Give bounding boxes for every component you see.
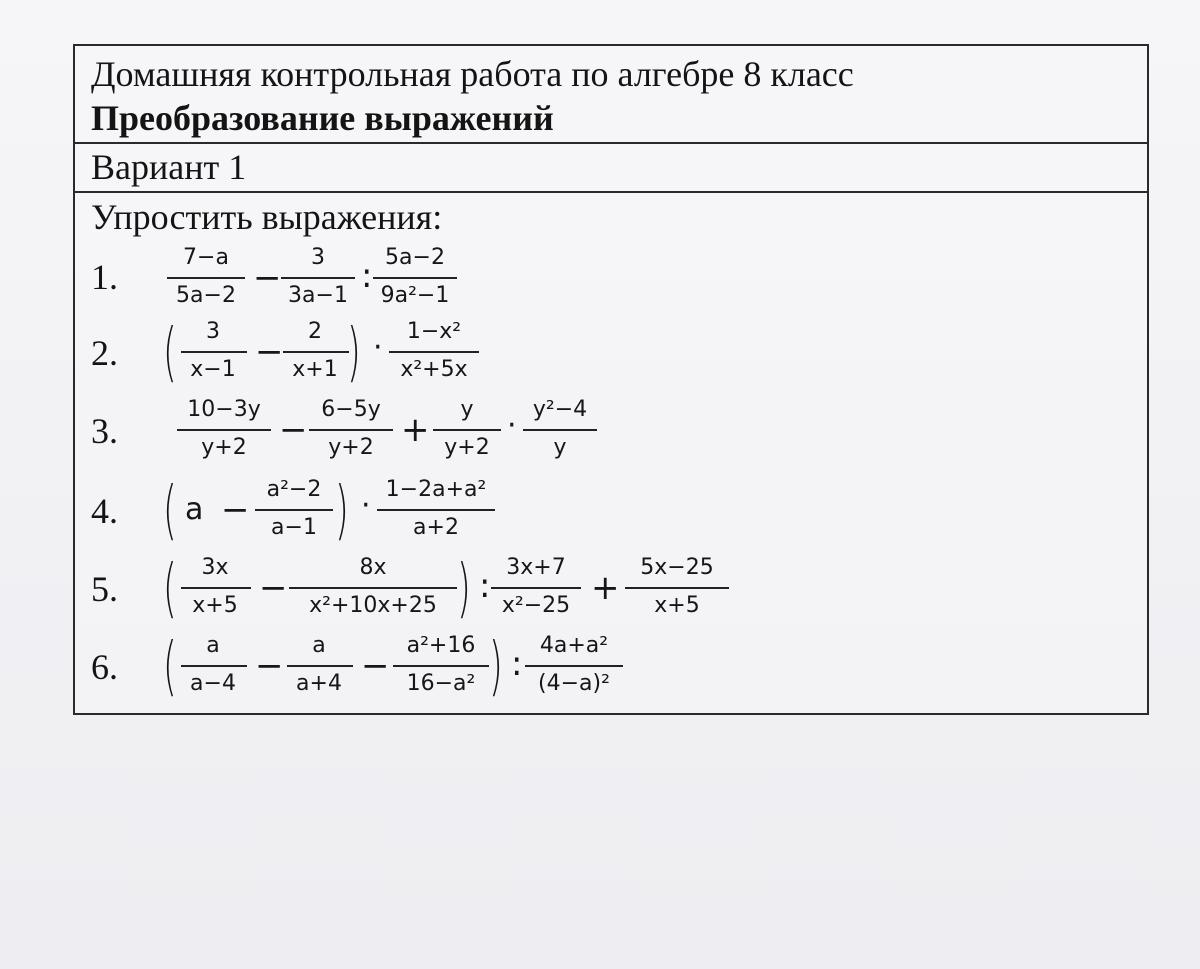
numerator: 1−2a+a² xyxy=(385,477,487,502)
operator-minus: − xyxy=(361,646,390,686)
denominator: x²+5x xyxy=(400,357,468,382)
numerator: 3x xyxy=(201,555,229,580)
header-cell xyxy=(75,46,1147,144)
fraction-bar xyxy=(177,429,271,431)
fraction-bar xyxy=(255,509,333,511)
close-paren: ) xyxy=(457,552,471,626)
fraction-bar xyxy=(283,351,349,353)
open-paren: ( xyxy=(163,552,177,626)
fraction-bar xyxy=(523,429,597,431)
close-paren: ) xyxy=(335,474,349,548)
denominator: y xyxy=(553,435,567,460)
fraction-bar xyxy=(181,587,251,589)
operator-multiply: · xyxy=(361,488,371,523)
numerator: 3x+7 xyxy=(506,555,566,580)
fraction-bar xyxy=(389,351,479,353)
operator-multiply: · xyxy=(373,330,383,365)
numerator: 10−3y xyxy=(187,397,261,422)
denominator: y+2 xyxy=(201,435,247,460)
task-number: 6. xyxy=(91,647,118,687)
fraction-bar xyxy=(309,429,393,431)
close-paren: ) xyxy=(347,316,361,390)
denominator: a−1 xyxy=(271,515,317,540)
denominator: 16−a² xyxy=(406,671,476,696)
numerator: y xyxy=(460,397,474,422)
numerator: 7−a xyxy=(183,245,229,270)
fraction-bar xyxy=(289,587,457,589)
numerator: 2 xyxy=(308,319,322,344)
numerator: a²−2 xyxy=(266,477,322,502)
fraction-bar xyxy=(181,351,247,353)
fraction-bar xyxy=(181,665,247,667)
fraction-bar xyxy=(491,587,581,589)
open-paren: ( xyxy=(163,630,177,704)
operator-divide: : xyxy=(479,566,491,606)
denominator: 9a²−1 xyxy=(380,283,450,308)
denominator: x²+10x+25 xyxy=(309,593,437,618)
fraction-bar xyxy=(287,665,353,667)
worksheet-table xyxy=(73,44,1149,715)
variable-term: a xyxy=(185,492,204,527)
numerator: 3 xyxy=(206,319,220,344)
denominator: (4−a)² xyxy=(538,671,610,696)
denominator: y+2 xyxy=(444,435,490,460)
numerator: 8x xyxy=(359,555,387,580)
fraction-bar xyxy=(281,277,355,279)
denominator: a−4 xyxy=(190,671,236,696)
operator-minus: − xyxy=(279,410,308,450)
operator-minus: − xyxy=(253,258,282,298)
denominator: x+5 xyxy=(192,593,238,618)
numerator: 6−5y xyxy=(321,397,381,422)
numerator: a²+16 xyxy=(406,633,476,658)
operator-plus: + xyxy=(401,410,430,450)
operator-plus: + xyxy=(591,568,620,608)
open-paren: ( xyxy=(163,316,177,390)
fraction-bar xyxy=(377,509,495,511)
operator-minus: − xyxy=(259,568,288,608)
fraction-bar xyxy=(393,665,489,667)
task-number: 2. xyxy=(91,333,118,373)
task-number: 4. xyxy=(91,491,118,531)
numerator: y²−4 xyxy=(532,397,588,422)
denominator: x²−25 xyxy=(501,593,571,618)
numerator: 4a+a² xyxy=(539,633,609,658)
fraction-bar xyxy=(373,277,457,279)
operator-minus: − xyxy=(221,490,250,530)
fraction-bar xyxy=(167,277,245,279)
close-paren: ) xyxy=(489,630,503,704)
denominator: a+4 xyxy=(296,671,342,696)
denominator: x+5 xyxy=(654,593,700,618)
numerator: 3 xyxy=(311,245,325,270)
numerator: 5x−25 xyxy=(640,555,714,580)
variant-label: Вариант 1 xyxy=(75,144,1147,193)
open-paren: ( xyxy=(163,474,177,548)
operator-divide: : xyxy=(361,256,373,296)
denominator: 5a−2 xyxy=(176,283,236,308)
numerator: a xyxy=(206,633,220,658)
task-number: 3. xyxy=(91,411,118,451)
numerator: 1−x² xyxy=(406,319,462,344)
tasks-cell xyxy=(75,193,1147,713)
fraction-bar xyxy=(625,587,729,589)
numerator: 5a−2 xyxy=(385,245,445,270)
denominator: y+2 xyxy=(328,435,374,460)
numerator: a xyxy=(312,633,326,658)
operator-multiply: · xyxy=(507,408,517,443)
operator-minus: − xyxy=(255,332,284,372)
denominator: x−1 xyxy=(190,357,236,382)
operator-minus: − xyxy=(255,646,284,686)
denominator: 3a−1 xyxy=(288,283,348,308)
denominator: a+2 xyxy=(413,515,459,540)
denominator: x+1 xyxy=(292,357,338,382)
instruction-text: Упростить выражения: xyxy=(91,197,443,237)
task-number: 5. xyxy=(91,569,118,609)
worksheet-title: Домашняя контрольная работа по алгебре 8 класс xyxy=(91,54,854,94)
worksheet-subtitle: Преобразование выражений xyxy=(91,98,554,138)
operator-divide: : xyxy=(511,644,523,684)
fraction-bar xyxy=(525,665,623,667)
task-number: 1. xyxy=(91,257,118,297)
fraction-bar xyxy=(433,429,501,431)
